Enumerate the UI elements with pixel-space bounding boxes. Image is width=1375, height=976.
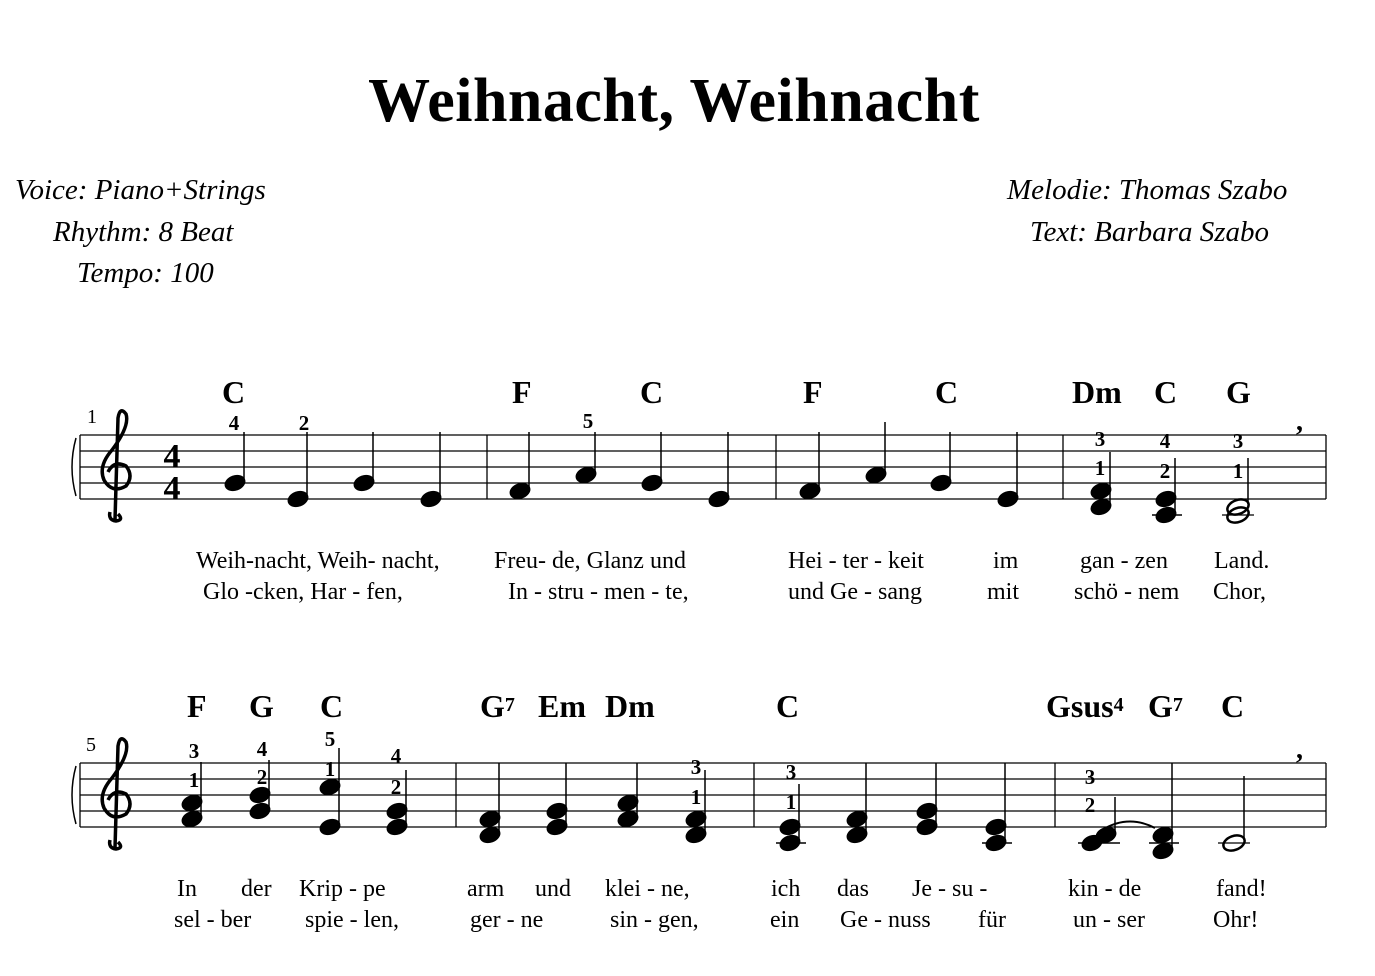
fingering-number: 3 xyxy=(1094,427,1106,451)
fingering-number: 3 xyxy=(785,760,797,784)
chord-symbol: C xyxy=(776,688,800,724)
chord-extension: 4 xyxy=(1113,694,1124,716)
chord-symbol: F xyxy=(187,688,207,724)
lyric-verse2: Glo -cken, Har - fen, xyxy=(203,579,403,605)
lyric-verse2: In - stru - men - te, xyxy=(508,579,689,605)
lyric-verse1: und xyxy=(535,876,571,902)
lyric-verse1: Hei - ter - keit xyxy=(788,548,924,574)
lyric-verse2: schö - nem xyxy=(1074,579,1180,605)
chord-symbol: G xyxy=(1226,374,1251,410)
breath-mark: , xyxy=(1296,734,1303,765)
brace xyxy=(72,766,76,824)
lyric-verse2: spie - len, xyxy=(305,907,399,933)
chord-symbol: C xyxy=(222,374,246,410)
lyric-verse2: mit xyxy=(987,579,1020,605)
fingering-number: 3 xyxy=(690,755,702,779)
voice-info: Voice: Piano+Strings xyxy=(15,174,266,206)
lyric-verse1: arm xyxy=(467,876,505,902)
fingering-number: 4 xyxy=(228,411,240,435)
chord-symbol: C xyxy=(1154,374,1178,410)
fingering-number: 3 xyxy=(1084,765,1096,789)
measure-number: 1 xyxy=(87,406,97,428)
fingering-number: 4 xyxy=(390,744,402,768)
chord-symbol: F xyxy=(803,374,823,410)
fingering-number: 5 xyxy=(582,409,594,433)
lyric-verse1: Je - su - xyxy=(912,876,988,902)
breath-mark: , xyxy=(1296,406,1303,437)
time-signature-top: 4 xyxy=(163,438,181,475)
measure-number: 5 xyxy=(86,734,96,756)
lyric-verse2: für xyxy=(978,907,1006,933)
lyric-verse2: ger - ne xyxy=(470,907,544,933)
tempo-info: Tempo: 100 xyxy=(77,257,214,289)
lyric-verse2: ein xyxy=(770,907,800,933)
chord-symbol: C xyxy=(935,374,959,410)
lyric-verse2: und Ge - sang xyxy=(788,579,922,605)
lyric-verse1: Krip - pe xyxy=(299,876,386,902)
rhythm-info: Rhythm: 8 Beat xyxy=(53,216,234,248)
lyric-verse1: Land. xyxy=(1214,548,1270,574)
lyric-verse2: Ge - nuss xyxy=(840,907,931,933)
lyric-verse2: sin - gen, xyxy=(610,907,699,933)
chord-root: G xyxy=(480,688,505,724)
fingering-number: 1 xyxy=(1094,456,1106,480)
lyric-verse1: Weih-nacht, Weih- nacht, xyxy=(196,548,440,574)
lyric-verse1: In xyxy=(177,876,197,902)
lyric-verse1: kin - de xyxy=(1068,876,1142,902)
chord-extension: 7 xyxy=(504,694,515,716)
treble-clef-icon xyxy=(102,739,130,849)
song-title: Weihnacht, Weihnacht xyxy=(368,67,980,135)
lyric-verse1: ich xyxy=(771,876,801,902)
fingering-number: 2 xyxy=(1084,793,1096,817)
fingering-number: 4 xyxy=(1159,429,1171,453)
lyric-verse2: Ohr! xyxy=(1213,907,1259,933)
lyric-verse1: klei - ne, xyxy=(605,876,690,902)
chord-symbol: C xyxy=(1221,688,1245,724)
fingering-number: 2 xyxy=(298,411,310,435)
fingering-number: 3 xyxy=(1232,429,1244,453)
fingering-number: 2 xyxy=(256,765,268,789)
chord-extension: 7 xyxy=(1172,694,1183,716)
fingering-number: 1 xyxy=(324,757,336,781)
chord-symbol: Em xyxy=(538,688,586,724)
fingering-number: 2 xyxy=(1159,459,1171,483)
chord-symbol: F xyxy=(512,374,532,410)
time-signature-bottom: 4 xyxy=(163,470,181,507)
fingering-number: 1 xyxy=(690,785,702,809)
fingering-number: 5 xyxy=(324,727,336,751)
lyric-verse1: der xyxy=(241,876,272,902)
chord-symbol: C xyxy=(640,374,664,410)
lyric-verse1: das xyxy=(837,876,869,902)
lyric-verse2: Chor, xyxy=(1213,579,1267,605)
chord-root: Gsus xyxy=(1046,688,1114,724)
melody-credit: Melodie: Thomas Szabo xyxy=(1007,174,1288,206)
fingering-number: 4 xyxy=(256,737,268,761)
lyric-verse2: sel - ber xyxy=(174,907,252,933)
lyric-verse2: un - ser xyxy=(1073,907,1145,933)
lyric-verse1: fand! xyxy=(1216,876,1267,902)
chord-root: G xyxy=(1148,688,1173,724)
fingering-number: 1 xyxy=(188,768,200,792)
fingering-number: 3 xyxy=(188,739,200,763)
chord-symbol: C xyxy=(320,688,344,724)
fingering-number: 1 xyxy=(1232,459,1244,483)
fingering-number: 2 xyxy=(390,775,402,799)
text-credit: Text: Barbara Szabo xyxy=(1030,216,1269,248)
chord-symbol: G xyxy=(249,688,274,724)
lyric-verse1: gan - zen xyxy=(1080,548,1168,574)
fingering-number: 1 xyxy=(785,790,797,814)
chord-symbol: Dm xyxy=(1072,374,1122,410)
chord-symbol: Dm xyxy=(605,688,655,724)
lyric-verse1: Freu- de, Glanz und xyxy=(494,548,686,574)
lyric-verse1: im xyxy=(993,548,1019,574)
